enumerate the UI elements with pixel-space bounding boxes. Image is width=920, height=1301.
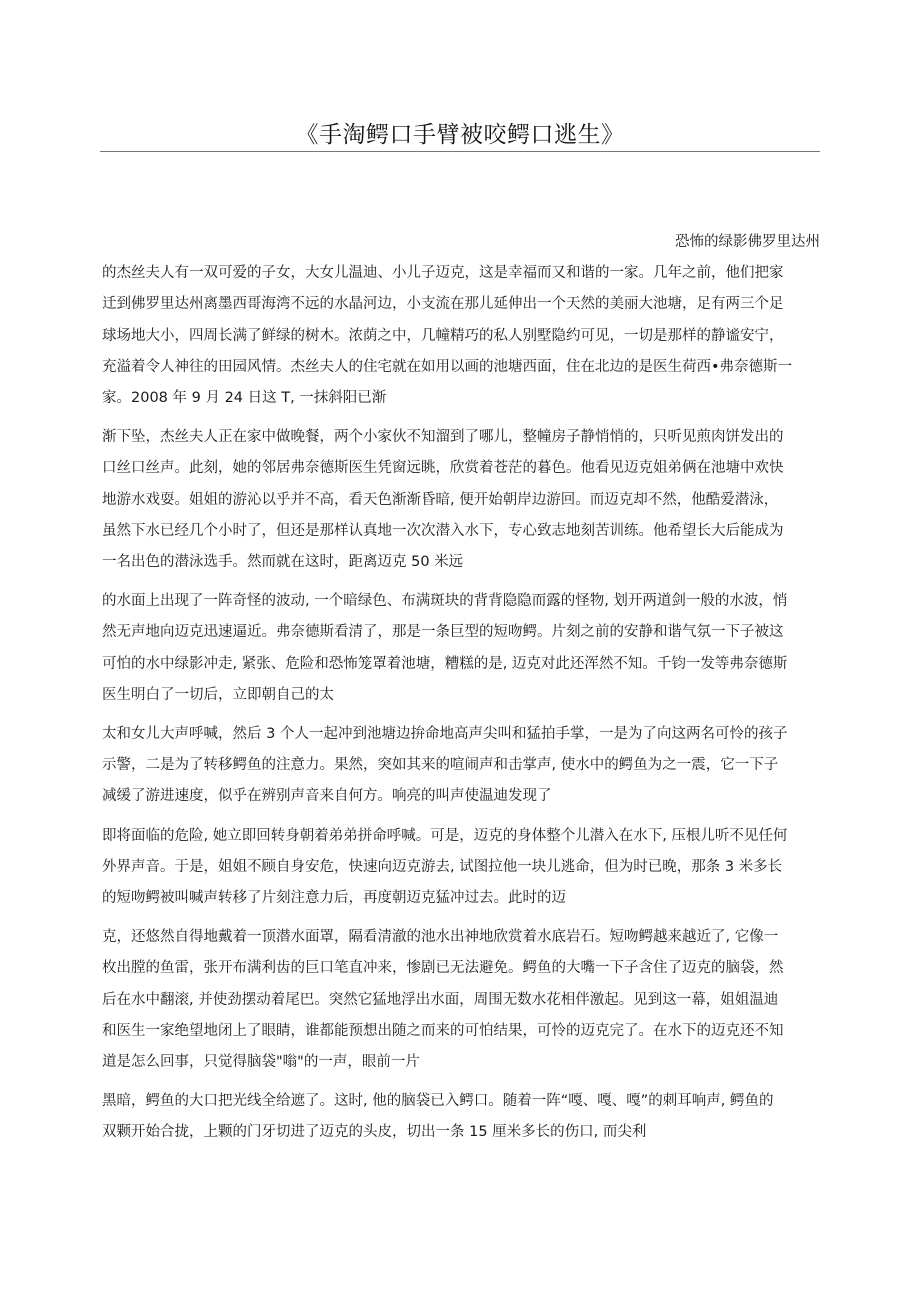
paragraph: 的杰丝夫人有一双可爱的子女，大女儿温迪、小儿子迈克，这是幸福而又和谐的一家。几年之前，他们把家 迁到佛罗里达州离墨西哥海湾不远的水晶河边，小支流在那儿延伸出一个天然的美丽大池塘，足有两三个足 球场地大小，四周长满了鲜绿的树木。浓荫之中，几幢精巧的私人别墅隐约可见，一切是那样的静谧安宁， 充溢着令人神往的田园风情。杰丝夫人的住宅就在如用以画的池塘西面，住在北边的是医生荷西•弗奈德斯一 家。2008 年 9 月 24 日这 T, 一抹斜阳已渐 [102,265,793,407]
paragraph: 克，还悠然自得地戴着一顶潜水面罩，隔看清澈的池水出神地欣赏着水底岩石。短吻鳄越来越近了, 它像一 枚出膛的鱼雷，张开布满利齿的巨口笔直冲来，惨剧已无法避免。鳄鱼的大嘴一下子含住了迈克的脑袋，然 后在水中翻滚, 并使劲摆动着尾巴。突然它猛地浮出水面，周围无数水花相伴激起。见到这一幕，姐姐温迪 和医生一家绝望地闭上了眼睛，谁都能预想出随之而来的可怕结果，可怜的迈克完了。在水下的迈克还不知 道是怎么回事，只觉得脑袋"嗡"的一声，眼前一片 [102,929,784,1071]
paragraph: 渐下坠，杰丝夫人正在家中做晚餐，两个小家伙不知溜到了哪儿，整幢房子静悄悄的，只听见煎肉饼发出的 口丝口丝声。此刻，她的邻居弗奈德斯医生凭窗远眺，欣赏着苍茫的暮色。他看见迈克姐弟俩在池塘中欢快 地游水戏耍。姐姐的游沁以乎并不高，看天色渐渐昏暗, 便开始朝岸边游回。而迈克却不然，他酷爱潜泳， 虽然下水已经几个小时了，但还是那样认真地一次次潜入水下，专心致志地刻苦训练。他希望长大后能成为 一名出色的潜泳选手。然而就在这时，距离迈克 50 米远 [102,429,784,571]
document-title: 《手淘鳄口手臂被咬鳄口逃生》 [295,122,625,148]
paragraph: 即将面临的危险, 她立即回转身朝着弟弟拼命呼喊。可是，迈克的身体整个儿潜入在水下, 压根儿听不见任何 外界声音。于是，姐姐不顾自身安危，快速向迈克游去, 试图拉他一块儿逃命，但为时已晚，那条 3 米多长 的短吻鳄被叫喊声转移了片刻注意力后，再度朝迈克猛冲过去。此时的迈 [102,827,788,907]
document-body [102,227,820,1157]
paragraph: 黑暗，鳄鱼的大口把光线全给遮了。这时, 他的脑袋已入鳄口。随着一阵“嘎、嘎、嘎”的刺耳响声, 鳄鱼的 双颗开始合拢，上颗的门牙切进了迈克的头皮，切出一条 15 厘米多长的伤口, 而尖利 [102,1093,774,1141]
title-divider [100,151,820,152]
paragraph: 太和女儿大声呼喊，然后 3 个人一起冲到池塘边拚命地高声尖叫和猛拍手掌，一是为了向这两名可怜的孩子 示警，二是为了转移鳄鱼的注意力。果然，突如其来的喧闹声和击掌声, 使水中的鳄鱼为之一震，它一下子 减缓了游进速度，似乎在辨别声音来自何方。响亮的叫声使温迪发现了 [102,726,788,805]
paragraph-section-heading: 恐怖的绿影佛罗里达州 [675,234,820,250]
paragraph: 的水面上出现了一阵奇怪的波动, 一个暗绿色、布满斑块的背背隐隐而露的怪物, 划开两道剑一般的水波，悄 然无声地向迈克迅速逼近。弗奈德斯看清了，那是一条巨型的短吻鳄。片刻之前的安静和谐气氛一下子被这 可怕的水中绿影冲走, 紧张、危险和恐怖笼罩着池塘，糟糕的是, 迈克对此还浑然不知。千钧一发等弗奈德斯 医生明白了一切后，立即朝自己的太 [102,593,788,703]
